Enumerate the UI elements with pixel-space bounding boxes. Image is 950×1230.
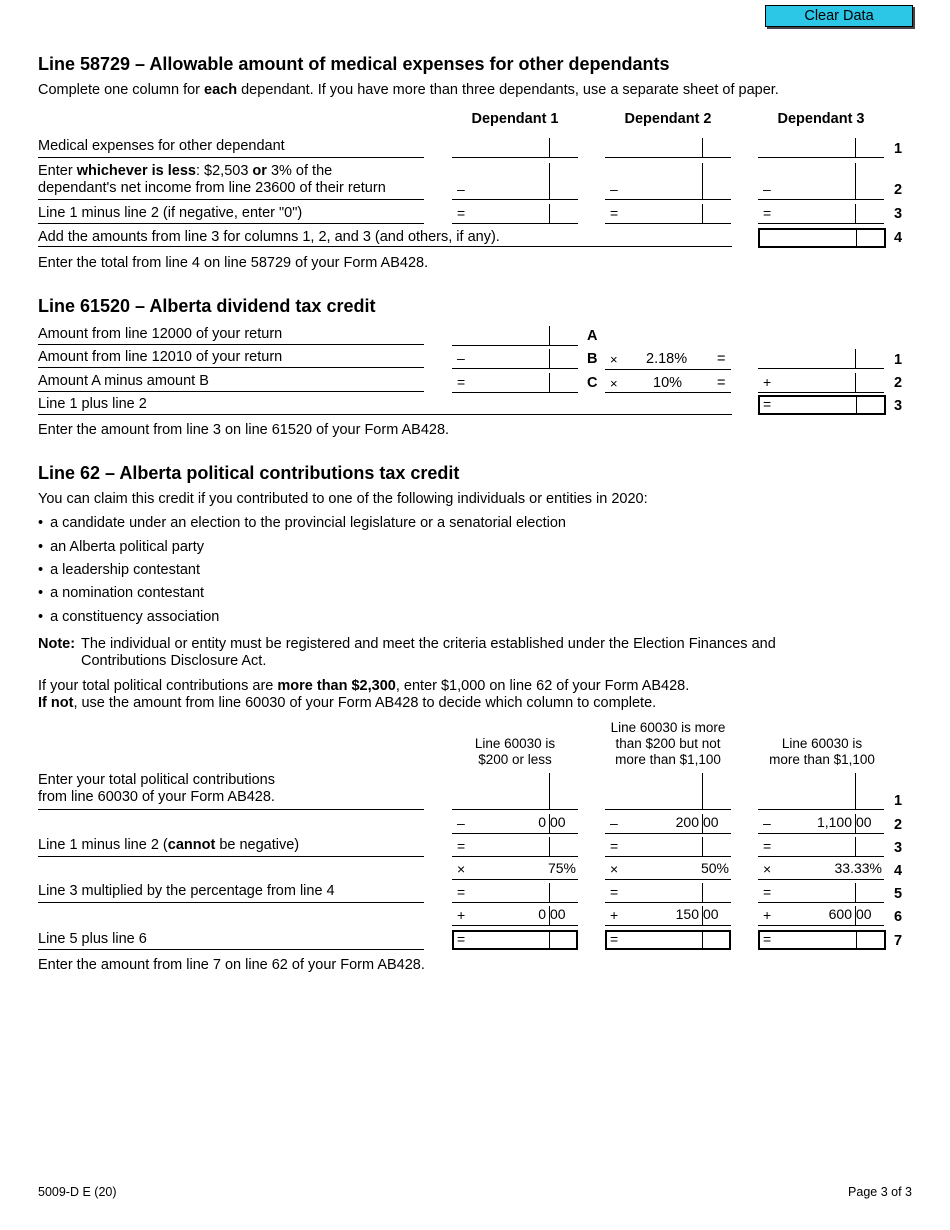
note-label: Note:: [38, 636, 76, 652]
multiply-sign: ×: [610, 376, 618, 391]
dividend-line3-input[interactable]: =: [758, 395, 886, 415]
dep2-line3-input[interactable]: =: [605, 202, 731, 224]
row-rule: [38, 414, 732, 415]
bullet-item: • a nomination contestant: [38, 585, 204, 601]
bullet-item: • an Alberta political party: [38, 539, 204, 555]
column-header-dependant-3: Dependant 3: [777, 111, 865, 127]
row-label-total-contributions: Enter your total political contributions from line 60030 of your Form AB428.: [38, 772, 275, 805]
section-title-62: Line 62 – Alberta political contributions tax credit: [38, 463, 460, 483]
row-rule: [38, 902, 424, 903]
pc-col1-line5-input[interactable]: =: [452, 881, 578, 903]
row-rule: [38, 344, 424, 345]
row-rule: [38, 367, 424, 368]
line-number: 4: [894, 230, 903, 246]
pc-col2-line6-value: + 150 00: [605, 904, 731, 926]
line-number: 5: [894, 886, 903, 902]
dep1-line2-input[interactable]: –: [452, 161, 578, 200]
column-header-dependant-2: Dependant 2: [624, 111, 712, 127]
line-number: 4: [894, 863, 903, 879]
row-label-line3-multiplied: Line 3 multiplied by the percentage from line 4: [38, 883, 335, 899]
equals-sign: =: [717, 351, 726, 367]
pc-col3-line1-input[interactable]: [758, 771, 884, 810]
pc-col1-line3-input[interactable]: =: [452, 835, 578, 857]
amount-12000-input[interactable]: [452, 324, 578, 346]
line-number: 3: [894, 206, 903, 222]
row-label-a-minus-b: Amount A minus amount B: [38, 373, 209, 389]
pc-col2-line4-rate: × 50%: [605, 858, 731, 880]
note-text: The individual or entity must be registered and meet the criteria established under the Election Finances and Contributions Disclosure Act.: [81, 636, 776, 669]
section-intro-58729: Complete one column for each dependant. If you have more than three dependants, use a separate sheet of paper.: [38, 82, 779, 98]
dep1-line3-input[interactable]: =: [452, 202, 578, 224]
line-number: 2: [894, 182, 903, 198]
instructions-text: If your total political contributions are more than $2,300, enter $1,000 on line 62 of your Form AB428. If not, use the amount from line 60030 of your Form AB428 to decide which column to complete.: [38, 678, 690, 711]
pc-col1-line1-input[interactable]: [452, 771, 578, 810]
line-number: 2: [894, 375, 903, 391]
pc-col1-line4-rate: × 75%: [452, 858, 578, 880]
rate-c: 10%: [653, 375, 683, 391]
section-footer-58729: Enter the total from line 4 on line 58729 of your Form AB428.: [38, 255, 429, 271]
bullet-item: • a candidate under an election to the provincial legislature or a senatorial election: [38, 515, 566, 531]
dep2-line2-input[interactable]: –: [605, 161, 731, 200]
amount-label-b: B: [587, 351, 598, 367]
pc-col2-line3-input[interactable]: =: [605, 835, 731, 857]
amount-12010-input[interactable]: –: [452, 347, 578, 369]
line-number: 1: [894, 352, 903, 368]
pc-col3-line2-value: – 1,100 00: [758, 812, 884, 834]
line-number: 2: [894, 817, 903, 833]
equals-sign: =: [717, 375, 726, 391]
page-number: Page 3 of 3: [848, 1185, 912, 1199]
row-rule: [38, 391, 424, 392]
rate-b: 2.18%: [646, 351, 688, 367]
multiply-sign: ×: [610, 352, 618, 367]
pc-col3-line3-input[interactable]: =: [758, 835, 884, 857]
clear-data-button[interactable]: Clear Data: [765, 5, 913, 27]
row-rule: [38, 809, 424, 810]
row-label-line1-minus-line2: Line 1 minus line 2 (cannot be negative): [38, 837, 300, 853]
pc-col3-line4-rate: × 33.33%: [758, 858, 884, 880]
row-rule: [605, 392, 731, 393]
row-label-line-12010: Amount from line 12010 of your return: [38, 349, 283, 365]
row-label-line1-minus-line2: Line 1 minus line 2 (if negative, enter "0"): [38, 205, 303, 221]
row-rule: [38, 856, 424, 857]
dividend-line1-input[interactable]: [758, 347, 884, 369]
section-intro-62: You can claim this credit if you contributed to one of the following individuals or entities in 2020:: [38, 491, 648, 507]
row-rule: [38, 157, 424, 158]
total-line4-input[interactable]: [758, 228, 886, 248]
pc-col2-line2-value: – 200 00: [605, 812, 731, 834]
dividend-line2-input[interactable]: +: [758, 371, 884, 393]
row-label-whichever-less: Enter whichever is less: $2,503 or 3% of the dependant's net income from line 23600 of their return: [38, 163, 386, 196]
dep3-line1-input[interactable]: [758, 136, 884, 158]
section-title-58729: Line 58729 – Allowable amount of medical expenses for other dependants: [38, 54, 670, 74]
line-number: 3: [894, 398, 903, 414]
row-label-medical-expenses: Medical expenses for other dependant: [38, 138, 285, 154]
row-label-line-12000: Amount from line 12000 of your return: [38, 326, 283, 342]
line-number: 6: [894, 909, 903, 925]
bullet-item: • a leadership contestant: [38, 562, 200, 578]
line-number: 7: [894, 933, 903, 949]
row-label-line5-plus-line6: Line 5 plus line 6: [38, 931, 147, 947]
dep3-line2-input[interactable]: –: [758, 161, 884, 200]
row-rule: [38, 949, 424, 950]
pc-col3-line7-input[interactable]: =: [758, 930, 886, 950]
line-number: 1: [894, 793, 903, 809]
section-footer-61520: Enter the amount from line 3 on line 61520 of your Form AB428.: [38, 422, 450, 438]
row-rule: [605, 369, 731, 370]
row-rule: [38, 199, 424, 200]
line-number: 1: [894, 141, 903, 157]
section-title-61520: Line 61520 – Alberta dividend tax credit: [38, 296, 376, 316]
amount-label-a: A: [587, 328, 598, 344]
column-header-dependant-1: Dependant 1: [471, 111, 559, 127]
bullet-item: • a constituency association: [38, 609, 219, 625]
row-label-line1-plus-line2: Line 1 plus line 2: [38, 396, 147, 412]
dep1-line1-input[interactable]: [452, 136, 578, 158]
amount-label-c: C: [587, 375, 598, 391]
section-footer-62: Enter the amount from line 7 on line 62 of your Form AB428.: [38, 957, 425, 973]
dep2-line1-input[interactable]: [605, 136, 731, 158]
pc-col2-line7-input[interactable]: =: [605, 930, 731, 950]
pc-col1-line7-input[interactable]: =: [452, 930, 578, 950]
pc-col1-line6-value: + 0 00: [452, 904, 578, 926]
amount-c-input[interactable]: =: [452, 371, 578, 393]
column-header-200-or-less: Line 60030 is $200 or less: [474, 736, 556, 767]
form-code: 5009-D E (20): [38, 1185, 117, 1199]
pc-col1-line2-value: – 0 00: [452, 812, 578, 834]
pc-col2-line5-input[interactable]: =: [605, 881, 731, 903]
pc-col3-line6-value: + 600 00: [758, 904, 884, 926]
column-header-more-than-1100: Line 60030 is more than $1,100: [769, 736, 875, 767]
pc-col2-line1-input[interactable]: [605, 771, 731, 810]
row-rule: [38, 246, 732, 247]
pc-col3-line5-input[interactable]: =: [758, 881, 884, 903]
column-header-200-to-1100: Line 60030 is more than $200 but not more than $1,100: [610, 720, 726, 767]
line-number: 3: [894, 840, 903, 856]
row-rule: [38, 223, 424, 224]
dep3-line3-input[interactable]: =: [758, 202, 884, 224]
row-label-add-line3: Add the amounts from line 3 for columns 1, 2, and 3 (and others, if any).: [38, 229, 500, 245]
